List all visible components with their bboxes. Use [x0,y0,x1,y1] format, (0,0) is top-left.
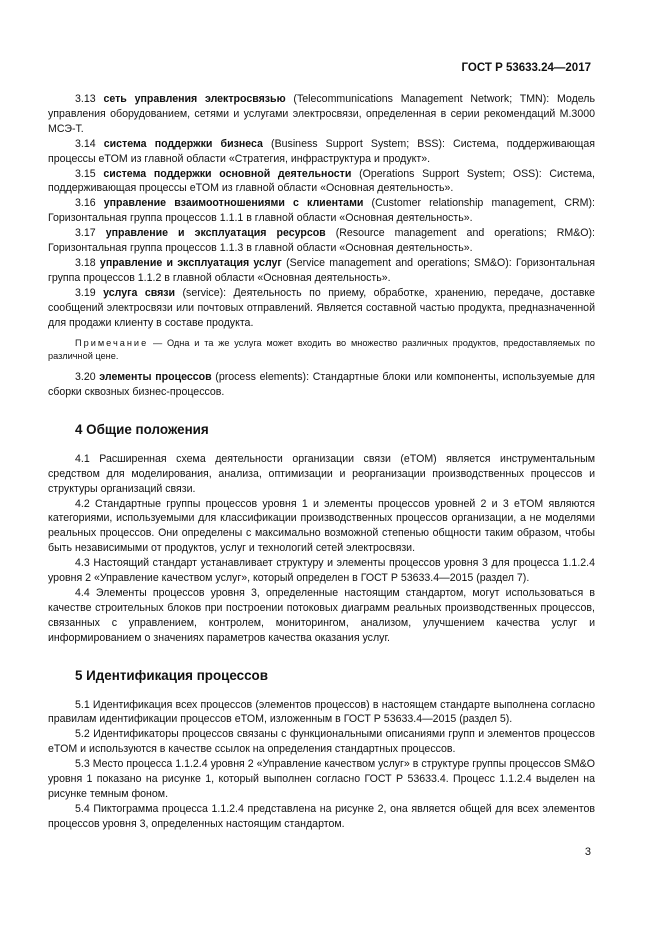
definition-number: 3.14 [75,137,96,150]
definition-text: (Resource management and operations; RM&O): Горизонтальная группа процессов 1.1.3 в главной области «Основная деятельность». [48,227,595,255]
paragraph-5-3: 5.3 Место процесса 1.1.2.4 уровня 2 «Управление качеством услуг» в структуре группы процессов SM&O уровня 1 показано на рисунке 1, который выполнен согласно ГОСТ Р 53633.4. Процесс 1.1.2.4 выделен на рисунке темным фоном. [48,758,595,800]
definition-number: 3.19 [75,286,96,299]
paragraph-5-1: 5.1 Идентификация всех процессов (элементов процессов) в настоящем стандарте выполнена согласно правилам идентификации процессов eTOM, изложенным в ГОСТ Р 53633.4—2015 (раздел 5). [48,698,595,726]
definition-3-14 [48,137,595,167]
definition-term: система поддержки основной деятельности [103,167,352,180]
definition-3-17 [48,226,595,256]
definition-text: (Customer relationship management, CRM): Горизонтальная группа процессов 1.1.1 в главной области «Основная деятельность». [48,197,595,225]
paragraph-5-2: 5.2 Идентификаторы процессов связаны с функциональными описаниями групп и элементов процессов eTOM и используются в качестве ссылок на определения стандартных процессов. [48,728,595,756]
definition-term: услуга связи [103,286,176,299]
definition-term: элементы процессов [99,371,212,384]
note-label: Примечание [75,337,149,348]
definition-number: 3.17 [75,227,96,240]
definition-number: 3.16 [75,197,96,210]
paragraph-4-2: 4.2 Стандартные группы процессов уровня 1 и элементы процессов уровней 2 и 3 eTOM являются категориями, используемыми для классификации производственных процессов организации, а не моделями реальных процессов. Они определены с максимально возможной степенью общности таким образом, чтобы быть независимыми от продуктов, услуг и технологий сетей электросвязи. [48,497,595,555]
definition-number: 3.18 [75,256,96,269]
definition-term: система поддержки бизнеса [103,137,263,150]
definition-3-19 [48,286,595,331]
paragraph-4-1: 4.1 Расширенная схема деятельности организации связи (eTOM) является инструментальным средством для моделирования, анализа, оптимизации и реорганизации производственных процессов и структуры организаций связи. [48,452,595,495]
definition-number: 3.15 [75,167,96,180]
paragraph-5-4: 5.4 Пиктограмма процесса 1.1.2.4 представлена на рисунке 2, она является общей для всех элементов процессов уровня 3, определенных настоящим стандартом. [48,802,595,830]
definition-3-20 [48,370,595,400]
section-4-heading: 4 Общие положения [75,421,209,437]
page-content [48,92,595,832]
definition-term: управление и эксплуатация ресурсов [105,227,326,240]
definition-text: (process elements): Стандартные блоки или компоненты, используемые для сборки сквозных бизнес-процессов. [48,371,595,398]
definition-term: управление взаимоотношениями с клиентами [103,197,364,210]
definition-3-18 [48,256,595,286]
definition-term: управление и эксплуатация услуг [99,256,282,269]
definition-3-15 [48,167,595,197]
definition-3-13 [48,92,595,137]
definition-3-16 [48,196,595,226]
page-number: 3 [584,846,591,858]
definition-number: 3.13 [75,93,96,105]
document-header: ГОСТ Р 53633.24—2017 [461,62,591,74]
definition-text: (Service management and operations; SM&O): Горизонтальная группа процессов 1.1.2 в главной области «Основная деятельность». [48,256,596,284]
note [48,337,595,365]
definition-text: (Operations Support System; OSS): Система, поддерживающая процессы eTOM из главной области «Основная деятельность». [48,167,596,195]
definition-text: (Telecommunications Management Network; TMN): Модель управления оборудованием, сетями и услугами электросвязи, определенная в серии рекомендаций М.3000 МСЭ-Т. [48,93,596,135]
note-text: — Одна и та же услуга может входить во множество различных продуктов, предоставляемых по различной цене. [48,337,595,362]
definition-term: сеть управления электросвязью [103,93,286,105]
definition-text: (Business Support System; BSS): Система, поддерживающая процессы eTOM из главной области «Стратегия, инфраструктура и продукт». [48,137,595,165]
definition-number: 3.20 [75,371,96,384]
paragraph-4-3: 4.3 Настоящий стандарт устанавливает структуру и элементы процессов уровня 3 для процесса 1.1.2.4 уровня 2 «Управление качеством услуг», который определен в ГОСТ Р 53633.4—2015 (раздел 7). [48,557,595,585]
paragraph-4-4: 4.4 Элементы процессов уровня 3, определенные настоящим стандартом, могут использоваться в качестве строительных блоков при построении потоковых диаграмм реальных производственных процессов, связанных с управлением, контролем, мониторингом, анализом, улучшением качества услуг и информированием о значениях параметров качества оказания услуг. [48,586,595,644]
definition-text: (service): Деятельность по приему, обработке, хранению, передаче, доставке сообщений электросвязи или почтовых отправлений. Является составной частью продукта, предназначенной для продажи клиенту в составе продукта. [48,286,596,329]
section-5-heading: 5 Идентификация процессов [75,667,268,683]
